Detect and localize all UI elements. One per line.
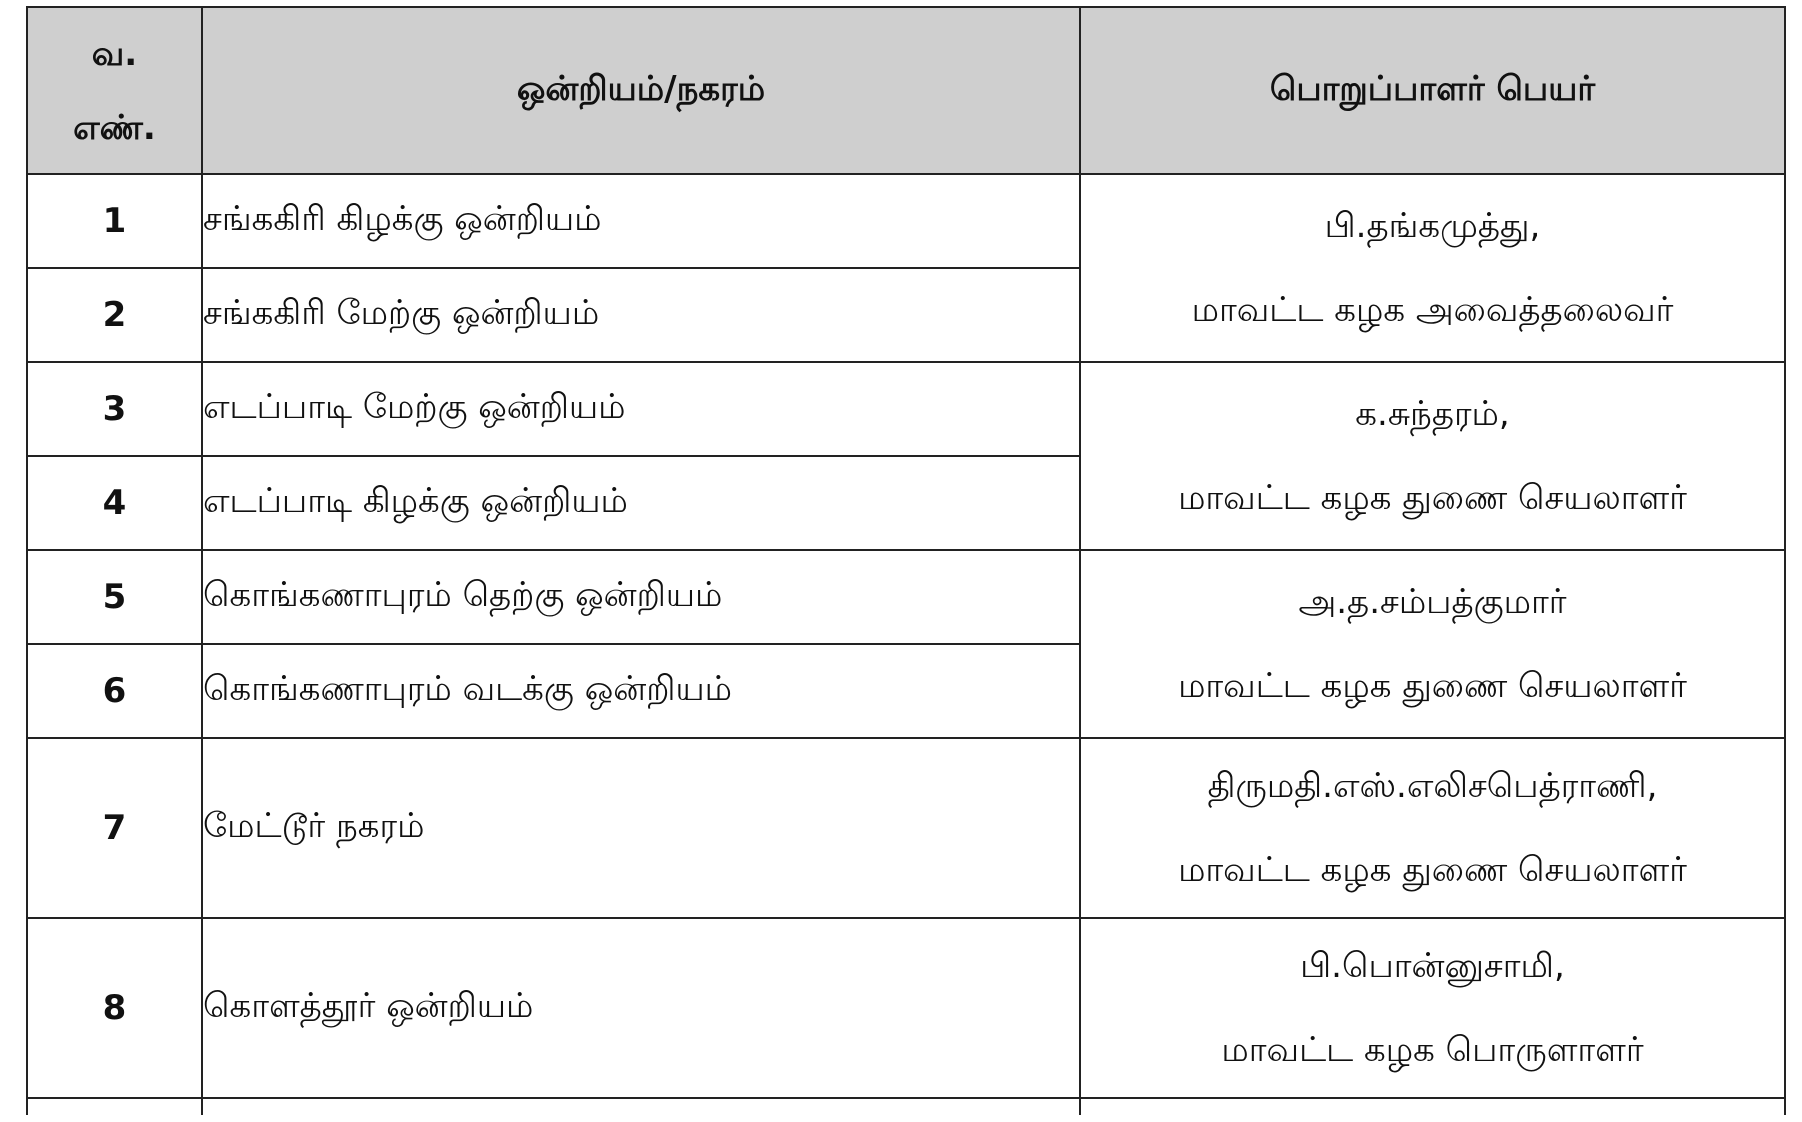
person-role: மாவட்ட கழக பொருளாளர் <box>1221 1030 1644 1070</box>
table-row <box>27 174 1785 268</box>
partial-cell <box>27 1098 202 1115</box>
partial-cell <box>1080 1098 1785 1115</box>
partial-cell <box>202 1098 1080 1115</box>
union-name-cell: சங்ககிரி மேற்கு ஒன்றியம் <box>202 268 1080 362</box>
person-cell <box>1080 738 1785 918</box>
union-name-cell: மேட்டூர் நகரம் <box>202 738 1080 918</box>
person-cell <box>1080 174 1785 362</box>
person-cell <box>1080 918 1785 1098</box>
person-name: க.சுந்தரம், <box>1355 394 1510 434</box>
union-header: ஒன்றியம்/நகரம் <box>202 7 1080 174</box>
table-row <box>27 918 1785 1098</box>
person-name: திருமதி.எஸ்.எலிசபெத்ராணி, <box>1207 766 1658 806</box>
serial-number-cell: 6 <box>27 644 202 738</box>
serial-header-line1: வ. <box>91 33 138 74</box>
person-name: அ.த.சம்பத்குமார் <box>1298 582 1567 622</box>
person-role: மாவட்ட கழக துணை செயலாளர் <box>1178 850 1687 890</box>
union-name-cell: கொங்கணாபுரம் வடக்கு ஒன்றியம் <box>202 644 1080 738</box>
serial-header-line2: எண். <box>73 107 156 148</box>
person-cell <box>1080 550 1785 738</box>
serial-number-cell: 2 <box>27 268 202 362</box>
union-name-cell: எடப்பாடி மேற்கு ஒன்றியம் <box>202 362 1080 456</box>
person-role: மாவட்ட கழக துணை செயலாளர் <box>1178 666 1687 706</box>
table-row <box>27 362 1785 456</box>
table-row <box>27 738 1785 918</box>
serial-number-cell: 7 <box>27 738 202 918</box>
union-name-cell: கொங்கணாபுரம் தெற்கு ஒன்றியம் <box>202 550 1080 644</box>
table-row-partial <box>27 1098 1785 1115</box>
serial-number-cell: 1 <box>27 174 202 268</box>
union-name-cell: கொளத்தூர் ஒன்றியம் <box>202 918 1080 1098</box>
person-role: மாவட்ட கழக அவைத்தலைவர் <box>1191 290 1674 330</box>
table-row <box>27 550 1785 644</box>
person-name: பி.தங்கமுத்து, <box>1324 206 1541 246</box>
table-header-row <box>27 7 1785 174</box>
person-cell <box>1080 362 1785 550</box>
serial-number-cell: 3 <box>27 362 202 456</box>
person-name: பி.பொன்னுசாமி, <box>1300 946 1565 986</box>
serial-number-cell: 5 <box>27 550 202 644</box>
union-name-cell: சங்ககிரி கிழக்கு ஒன்றியம் <box>202 174 1080 268</box>
union-name-cell: எடப்பாடி கிழக்கு ஒன்றியம் <box>202 456 1080 550</box>
person-header: பொறுப்பாளர் பெயர் <box>1080 7 1785 174</box>
responsibility-table <box>26 6 1786 1115</box>
serial-number-cell: 4 <box>27 456 202 550</box>
serial-number-cell: 8 <box>27 918 202 1098</box>
person-role: மாவட்ட கழக துணை செயலாளர் <box>1178 478 1687 518</box>
serial-number-header <box>27 7 202 174</box>
